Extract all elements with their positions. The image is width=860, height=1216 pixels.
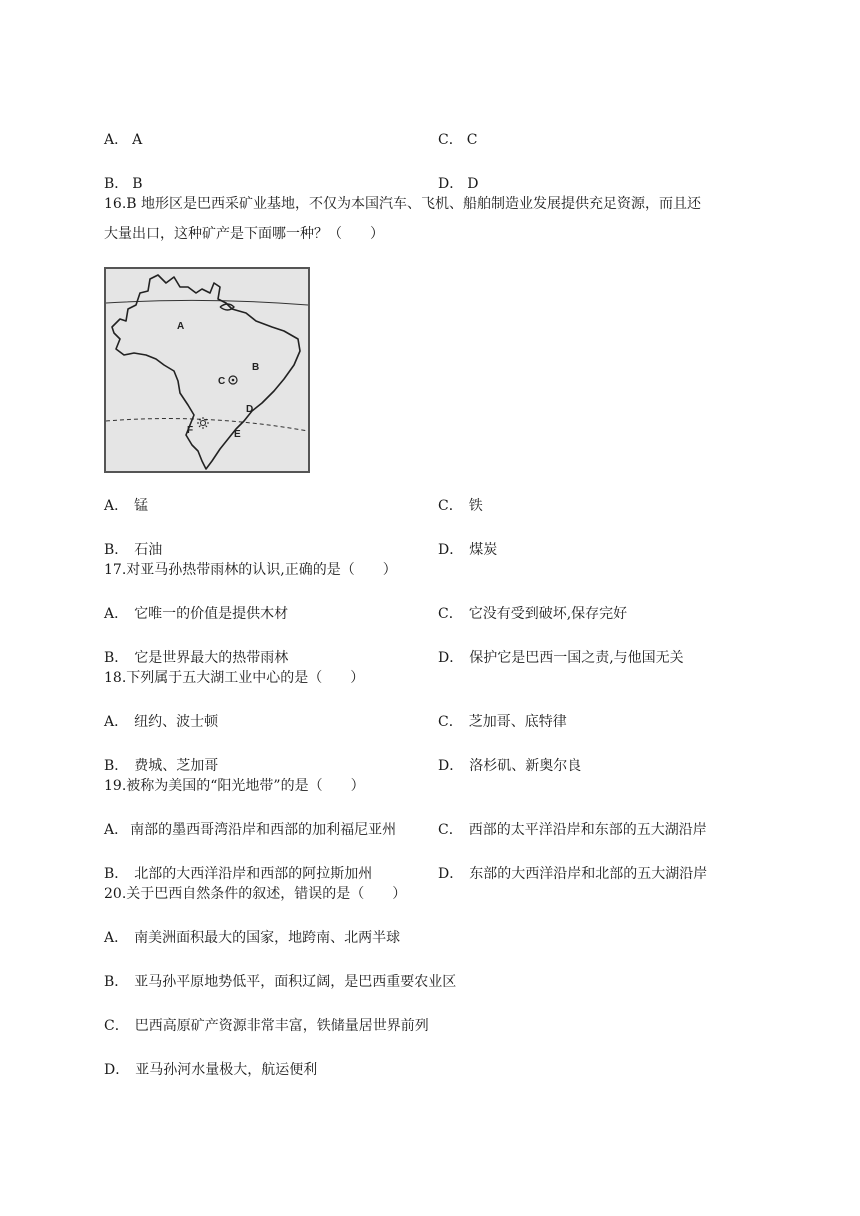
option-letter: D． [438,758,464,774]
option-letter: C． [438,606,463,622]
q16-stem-line1: 16.B 地形区是巴西采矿业基地，不仅为本国汽车、飞机、船舶制造业发展提供充足资源，而且还 [104,196,702,212]
option-letter: A． [104,498,129,514]
q17-stem: 17.对亚马孙热带雨林的认识,正确的是（ ） [104,562,397,578]
map-label-a: A [177,321,185,332]
option-text: 洛杉矶、新奥尔良 [469,758,582,774]
option-letter: D． [104,1062,130,1078]
map-label-c: C [218,376,226,387]
option-letter: D． [438,176,464,192]
option-text: 石油 [134,542,163,558]
option-letter: B． [104,758,129,774]
option-letter: B． [104,176,129,192]
option-letter: A． [104,606,129,622]
option-text: 东部的大西洋沿岸和北部的五大湖沿岸 [469,866,708,882]
option-text: 保护它是巴西一国之责,与他国无关 [469,650,684,666]
option-letter: C． [438,822,463,838]
option-text: 锰 [134,498,149,514]
option-text: D [467,176,479,192]
option-text: 费城、芝加哥 [134,758,219,774]
option-letter: D． [438,650,464,666]
q19-option-b[interactable] [104,864,372,884]
q15-option-a[interactable] [104,130,142,150]
q18-option-c[interactable] [438,712,567,732]
q16-option-c[interactable] [438,496,483,516]
option-letter: A． [104,132,129,148]
map-label-d: D [246,404,254,415]
option-text: 亚马孙河水量极大，航运便利 [135,1062,318,1078]
option-letter: B． [104,866,129,882]
option-letter: D． [438,866,464,882]
map-label-b: B [252,362,260,373]
option-text: 纽约、波士顿 [134,714,219,730]
q17-option-c[interactable] [438,604,627,624]
brazil-map-figure [104,267,310,473]
q20-option-c[interactable] [104,1016,429,1036]
q16-option-b[interactable] [104,540,162,560]
q17-option-b[interactable] [104,648,288,668]
q18-stem: 18.下列属于五大湖工业中心的是（ ） [104,670,365,686]
option-letter: C． [104,1018,129,1034]
q20-option-a[interactable] [104,928,400,948]
option-text: 西部的太平洋沿岸和东部的五大湖沿岸 [468,822,707,838]
q16-option-a[interactable] [104,496,148,516]
option-text: C [466,132,478,148]
option-text: 它没有受到破坏,保存完好 [468,606,628,622]
q19-option-c[interactable] [438,820,707,840]
q20-option-b[interactable] [104,972,456,992]
q19-stem: 19.被称为美国的“阳光地带”的是（ ） [104,778,365,794]
option-text: 亚马孙平原地势低平，面积辽阔，是巴西重要农业区 [134,974,457,990]
q15-option-c[interactable] [438,130,477,150]
map-label-e: E [234,429,241,440]
q20-stem: 20.关于巴西自然条件的叙述，错误的是（ ） [104,886,407,902]
option-text: 它唯一的价值是提供木材 [134,606,289,622]
option-text: A [132,132,143,148]
option-letter: A． [104,822,129,838]
q17-option-d[interactable] [438,648,684,668]
option-letter: B． [104,974,129,990]
q19-option-d[interactable] [438,864,707,884]
option-letter: C． [438,498,463,514]
q19-option-a[interactable] [104,820,396,840]
option-letter: A． [104,714,129,730]
option-text: 它是世界最大的热带雨林 [134,650,289,666]
option-letter: C． [438,132,463,148]
option-letter: B． [104,542,129,558]
option-text: 南美洲面积最大的国家，地跨南、北两半球 [134,930,401,946]
brazil-map [106,269,308,471]
option-text: 煤炭 [469,542,498,558]
option-letter: C． [438,714,463,730]
option-text: 巴西高原矿产资源非常丰富，铁储量居世界前列 [134,1018,429,1034]
q20-option-d[interactable] [104,1060,317,1080]
q15-option-b[interactable] [104,174,143,194]
q18-option-a[interactable] [104,712,218,732]
q15-option-d[interactable] [438,174,478,194]
option-text: B [132,176,143,192]
option-text: 南部的墨西哥湾沿岸和西部的加利福尼亚州 [130,822,397,838]
q18-option-d[interactable] [438,756,581,776]
option-letter: A． [104,930,129,946]
q17-option-a[interactable] [104,604,288,624]
option-letter: D． [438,542,464,558]
q18-option-b[interactable] [104,756,218,776]
q16-stem-line2: 大量出口，这种矿产是下面哪一种？（ ） [104,226,384,242]
q16-option-d[interactable] [438,540,497,560]
option-letter: B． [104,650,129,666]
map-label-f: F [187,425,194,436]
option-text: 铁 [468,498,483,514]
option-text: 芝加哥、底特律 [468,714,567,730]
option-text: 北部的大西洋沿岸和西部的阿拉斯加州 [134,866,373,882]
